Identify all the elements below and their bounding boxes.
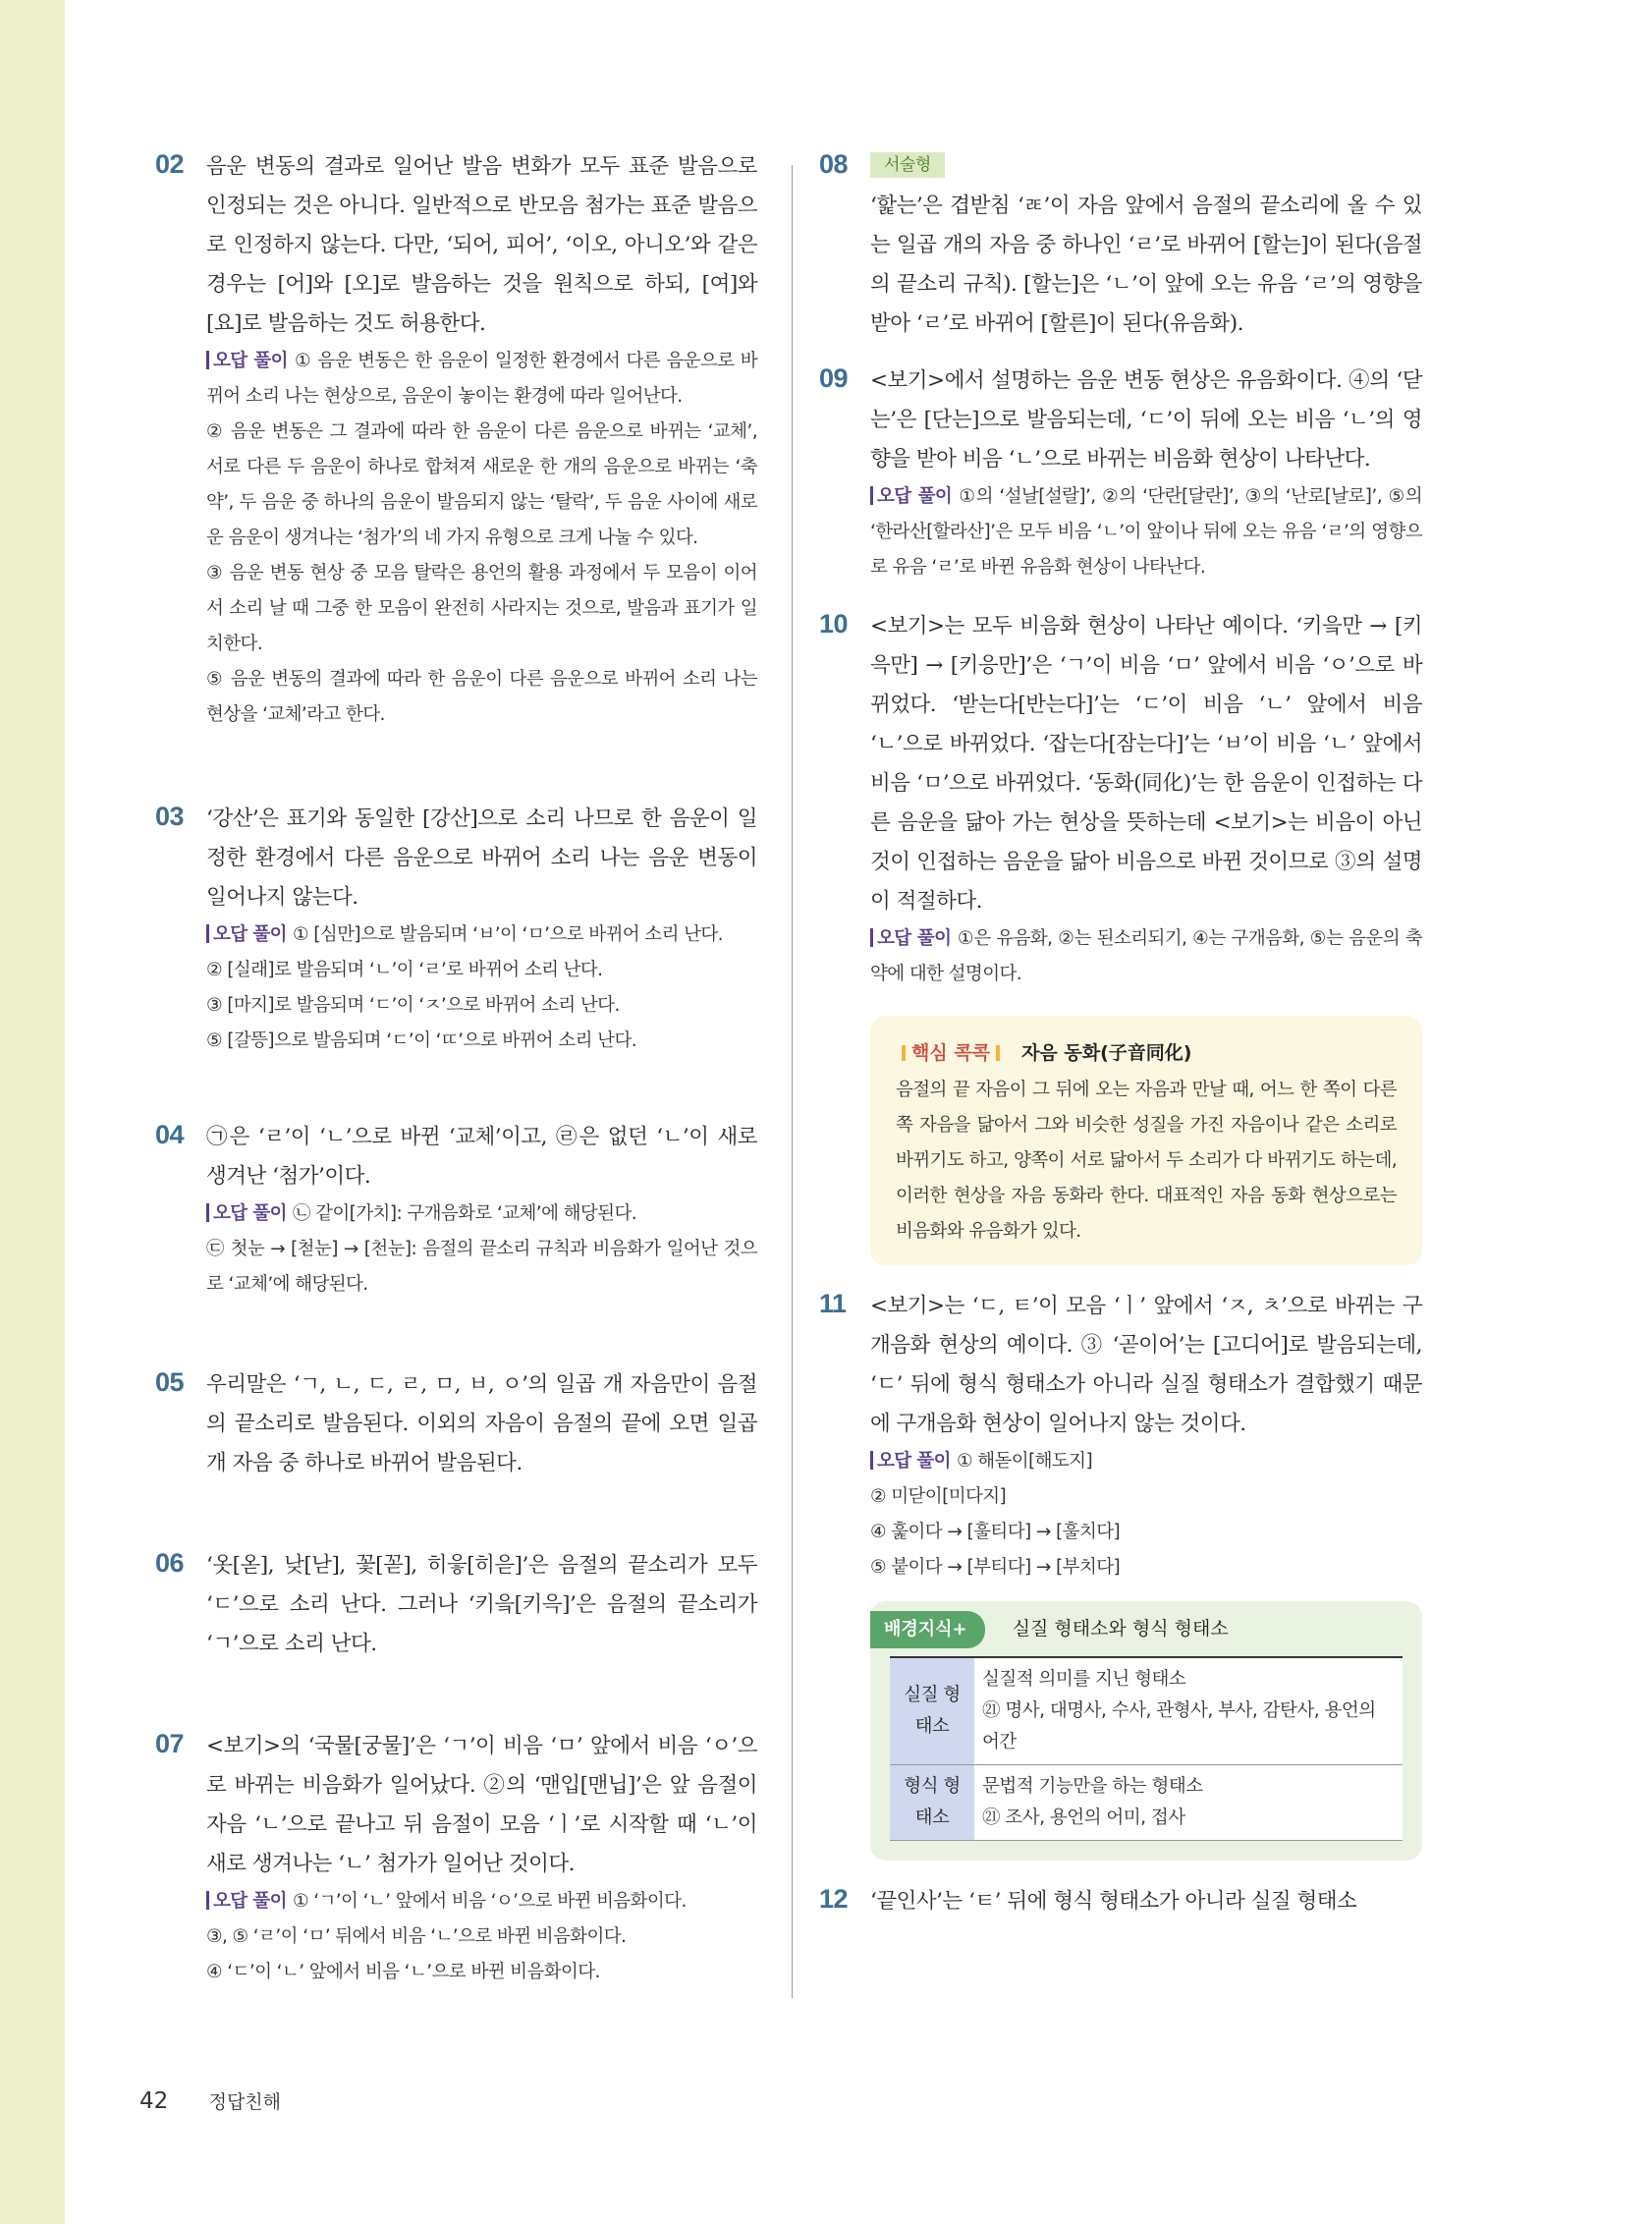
question-number: 03	[155, 802, 185, 831]
definition: 문법적 기능만을 하는 형태소	[982, 1776, 1203, 1797]
answer-11	[819, 1287, 1422, 1585]
note-line: ③, ⑤ ‘ㄹ’이 ‘ㅁ’ 뒤에서 비음 ‘ㄴ’으로 바뀐 비음화이다.	[206, 1926, 627, 1947]
wrong-answer-notes	[206, 344, 757, 733]
question-number: 11	[819, 1289, 847, 1318]
note-line: ④ ‘ㄷ’이 ‘ㄴ’ 앞에서 비음 ‘ㄴ’으로 바뀐 비음화이다.	[206, 1962, 600, 1982]
background-knowledge-box	[870, 1601, 1422, 1861]
row-header: 형식 형태소	[890, 1765, 974, 1841]
example: ㉑ 명사, 대명사, 수사, 관형사, 부사, 감탄사, 용언의 어간	[982, 1700, 1376, 1752]
wrong-answer-label: 오답 풀이	[206, 351, 288, 371]
answer-explanation: ‘강산’은 표기와 동일한 [강산]으로 소리 나므로 한 음운이 일정한 환경에서 다른 음운으로 바뀌어 소리 나는 음운 변동이 일어나지 않는다.	[206, 806, 757, 910]
row-content	[974, 1765, 1403, 1841]
note-line: ③ [마지]로 발음되며 ‘ㄷ’이 ‘ㅈ’으로 바뀌어 소리 난다.	[206, 995, 620, 1016]
note-line: ⑤ 음운 변동의 결과에 따라 한 음운이 다른 음운으로 바뀌어 소리 나는 현상을 ‘교체’라고 한다.	[206, 669, 757, 725]
background-tag: 배경지식+	[870, 1611, 985, 1648]
note-line: ① 음운 변동은 한 음운이 일정한 환경에서 다른 음운으로 바뀌어 소리 나는 현상으로, 음운이 놓이는 환경에 따라 일어난다.	[206, 351, 757, 407]
left-column	[155, 147, 757, 1990]
answer-04	[155, 1118, 757, 1303]
question-number: 08	[819, 149, 849, 179]
note-line: ①의 ‘설날[설랄]’, ②의 ‘단란[달란]’, ③의 ‘난로[날로]’, ⑤의 ‘한라산[할라산]’은 모두 비음 ‘ㄴ’이 앞이나 뒤에 오는 유음 ‘ㄹ’의 영향으로 유음 ‘ㄹ’로 바뀐 유음화 현상이 나타난다.	[870, 486, 1422, 578]
question-number: 12	[819, 1884, 849, 1914]
table-row	[890, 1657, 1403, 1765]
note-line: ① ‘ㄱ’이 ‘ㄴ’ 앞에서 비음 ‘ㅇ’으로 바뀐 비음화이다.	[292, 1891, 687, 1912]
wrong-answer-label: 오답 풀이	[206, 924, 287, 945]
note-line: ① [심만]으로 발음되며 ‘ㅂ’이 ‘ㅁ’으로 바뀌어 소리 난다.	[292, 924, 723, 945]
answer-explanation: <보기>는 모두 비음화 현상이 나타난 예이다. ‘키읔만 → [키윽만] → [키응만]’은 ‘ㄱ’이 비음 ‘ㅁ’ 앞에서 비음 ‘ㅇ’으로 바뀌었다. ‘받는다[반는다]’는 ‘ㄷ’이 비음 ‘ㄴ’ 앞에서 비음 ‘ㄴ’으로 바뀌었다. ‘잡는다[잠는다]’는 ‘ㅂ’이 비음 ‘ㄴ’ 앞에서 비음 ‘ㅁ’으로 바뀌었다. ‘동화(同化)’는 한 음운이 인접하는 다른 음운을 닮아 가는 현상을 뜻하는데 <보기>는 비음이 아닌 것이 인접하는 음운을 닮아 비음으로 바뀐 것이므로 ③의 설명이 적절하다.	[870, 614, 1422, 914]
question-number: 02	[155, 149, 185, 179]
wrong-answer-notes	[206, 1196, 757, 1303]
note-line: ⑤ 붙이다 → [부티다] → [부치다]	[870, 1557, 1121, 1578]
wrong-answer-label: 오답 풀이	[206, 1891, 287, 1912]
answer-07	[155, 1727, 757, 1990]
note-line: ㉡ 같이[가치]: 구개음화로 ‘교체’에 해당된다.	[292, 1203, 637, 1224]
note-line: ⑤ [갈뜽]으로 발음되며 ‘ㄷ’이 ‘ㄸ’으로 바뀌어 소리 난다.	[206, 1030, 637, 1051]
page-margin-band	[0, 0, 65, 2224]
note-line: ①은 유음화, ②는 된소리되기, ④는 구개음화, ⑤는 음운의 축약에 대한 설명이다.	[870, 928, 1422, 984]
key-point-header	[896, 1037, 1397, 1069]
question-number: 06	[155, 1548, 185, 1578]
wrong-answer-label: 오답 풀이	[870, 486, 952, 507]
wrong-answer-notes	[870, 479, 1422, 585]
answer-explanation: <보기>의 ‘국물[궁물]’은 ‘ㄱ’이 비음 ‘ㅁ’ 앞에서 비음 ‘ㅇ’으로 바뀌는 비음화가 일어났다. ②의 ‘맨입[맨닙]’은 앞 음절이 자음 ‘ㄴ’으로 끝나고 뒤 음절이 모음 ‘ㅣ’로 시작할 때 ‘ㄴ’이 새로 생겨나는 ‘ㄴ’ 첨가가 일어난 것이다.	[206, 1734, 757, 1876]
answer-03	[155, 800, 757, 1059]
answer-09	[819, 361, 1422, 585]
question-number: 04	[155, 1120, 185, 1149]
key-point-tag: 핵심 콕콕	[896, 1042, 1006, 1064]
page-footer	[139, 2087, 281, 2114]
answer-10	[819, 607, 1422, 992]
page-number: 42	[139, 2088, 169, 2114]
background-title: 실질 형태소와 형식 형태소	[1012, 1618, 1229, 1640]
note-line: ③ 음운 변동 현상 중 모음 탈락은 용언의 활용 과정에서 두 모음이 이어서 소리 날 때 그중 한 모음이 완전히 사라지는 것으로, 발음과 표기가 일치한다.	[206, 563, 757, 654]
note-line: ① 해돋이[해도지]	[956, 1451, 1093, 1472]
background-header	[884, 1601, 1403, 1656]
note-line: ② [실래]로 발음되며 ‘ㄴ’이 ‘ㄹ’로 바뀌어 소리 난다.	[206, 960, 603, 980]
answer-explanation: <보기>에서 설명하는 음운 변동 현상은 유음화이다. ④의 ‘닫는’은 [단는]으로 발음되는데, ‘ㄷ’이 뒤에 오는 비음 ‘ㄴ’의 영향을 받아 비음 ‘ㄴ’으로 바뀌는 비음화 현상이 나타난다.	[870, 368, 1422, 472]
question-number: 10	[819, 609, 849, 639]
key-point-box	[870, 1016, 1422, 1265]
wrong-answer-label: 오답 풀이	[870, 1451, 951, 1472]
answer-explanation	[870, 147, 1422, 344]
answer-explanation: 우리말은 ‘ㄱ, ㄴ, ㄷ, ㄹ, ㅁ, ㅂ, ㅇ’의 일곱 개 자음만이 음절의 끝소리로 발음된다. 이외의 자음이 음절의 끝에 오면 일곱 개 자음 중 하나로 바뀌어 발음된다.	[206, 1372, 757, 1475]
wrong-answer-notes	[206, 917, 757, 1059]
note-line: ㉢ 첫눈 → [첟눈] → [천눈]: 음절의 끝소리 규칙과 비음화가 일어난 것으로 ‘교체’에 해당된다.	[206, 1239, 757, 1295]
note-line: ④ 훑이다 → [훌티다] → [훌치다]	[870, 1522, 1121, 1542]
answer-explanation: 음운 변동의 결과로 일어난 발음 변화가 모두 표준 발음으로 인정되는 것은 아니다. 일반적으로 반모음 첨가는 표준 발음으로 인정하지 않는다. 다만, ‘되어, 피어’, ‘이오, 아니오’와 같은 경우는 [어]와 [오]로 발음하는 것을 원칙으로 하되, [여]와 [요]로 발음하는 것도 허용한다.	[206, 154, 757, 336]
row-header: 실질 형태소	[890, 1657, 974, 1765]
right-column	[819, 147, 1422, 1921]
answer-explanation: ‘옷[옫], 낮[낟], 꽃[꼳], 히읗[히읃]’은 음절의 끝소리가 모두 ‘ㄷ’으로 소리 난다. 그러나 ‘키읔[키윽]’은 음절의 끝소리가 ‘ㄱ’으로 소리 난다.	[206, 1553, 757, 1656]
example: ㉑ 조사, 용언의 어미, 접사	[982, 1807, 1185, 1828]
answer-explanation: ㉠은 ‘ㄹ’이 ‘ㄴ’으로 바뀐 ‘교체’이고, ㉣은 없던 ‘ㄴ’이 새로 생겨난 ‘첨가’이다.	[206, 1125, 757, 1189]
table-row	[890, 1765, 1403, 1841]
note-line: ② 음운 변동은 그 결과에 따라 한 음운이 다른 음운으로 바뀌는 ‘교체’, 서로 다른 두 음운이 하나로 합쳐져 새로운 한 개의 음운으로 바뀌는 ‘축약’, 두 음운 중 하나의 음운이 발음되지 않는 ‘탈락’, 두 음운 사이에 새로운 음운이 생겨나는 ‘첨가’의 네 가지 유형으로 크게 나눌 수 있다.	[206, 421, 757, 548]
note-line: ② 미닫이[미다지]	[870, 1486, 1007, 1507]
book-label: 정답친해	[208, 2091, 282, 2113]
answer-05	[155, 1365, 757, 1483]
wrong-answer-label: 오답 풀이	[870, 928, 951, 949]
answer-06	[155, 1546, 757, 1664]
morpheme-table	[890, 1656, 1403, 1841]
column-divider	[792, 165, 793, 1998]
wrong-answer-notes	[870, 921, 1422, 992]
answer-explanation: ‘끝인사’는 ‘ㅌ’ 뒤에 형식 형태소가 아니라 실질 형태소	[870, 1889, 1357, 1914]
wrong-answer-label: 오답 풀이	[206, 1203, 287, 1224]
wrong-answer-notes	[870, 1444, 1422, 1585]
question-number: 07	[155, 1729, 185, 1758]
row-content	[974, 1657, 1403, 1765]
question-number: 05	[155, 1367, 185, 1397]
key-point-text: 음절의 끝 자음이 그 뒤에 오는 자음과 만날 때, 어느 한 쪽이 다른 쪽 자음을 닮아서 그와 비슷한 성질을 가진 자음이나 같은 소리로 바뀌기도 하고, 양쪽이 서로 닮아서 두 소리가 다 바뀌기도 하는데, 이러한 현상을 자음 동화라 한다. 대표적인 자음 동화 현상으로는 비음화와 유음화가 있다.	[896, 1080, 1397, 1242]
answer-12	[819, 1882, 1422, 1921]
answer-text: ‘핥는’은 겹받침 ‘ㄾ’이 자음 앞에서 음절의 끝소리에 올 수 있는 일곱 개의 자음 중 하나인 ‘ㄹ’로 바뀌어 [할는]이 된다(음절의 끝소리 규칙). [할는]은 ‘ㄴ’이 앞에 오는 유음 ‘ㄹ’의 영향을 받아 ‘ㄹ’로 바뀌어 [할른]이 된다(유음화).	[870, 194, 1422, 336]
answer-explanation: <보기>는 ‘ㄷ, ㅌ’이 모음 ‘ㅣ’ 앞에서 ‘ㅈ, ㅊ’으로 바뀌는 구개음화 현상의 예이다. ③ ‘곧이어’는 [고디어]로 발음되는데, ‘ㄷ’ 뒤에 형식 형태소가 아니라 실질 형태소가 결합했기 때문에 구개음화 현상이 일어나지 않는 것이다.	[870, 1294, 1422, 1436]
answer-02	[155, 147, 757, 733]
question-number: 09	[819, 363, 849, 393]
definition: 실질적 의미를 지닌 형태소	[982, 1669, 1186, 1690]
answer-08	[819, 147, 1422, 344]
wrong-answer-notes	[206, 1884, 757, 1990]
key-point-title: 자음 동화(子音同化)	[1021, 1042, 1192, 1064]
descriptive-type-badge: 서술형	[870, 152, 945, 178]
